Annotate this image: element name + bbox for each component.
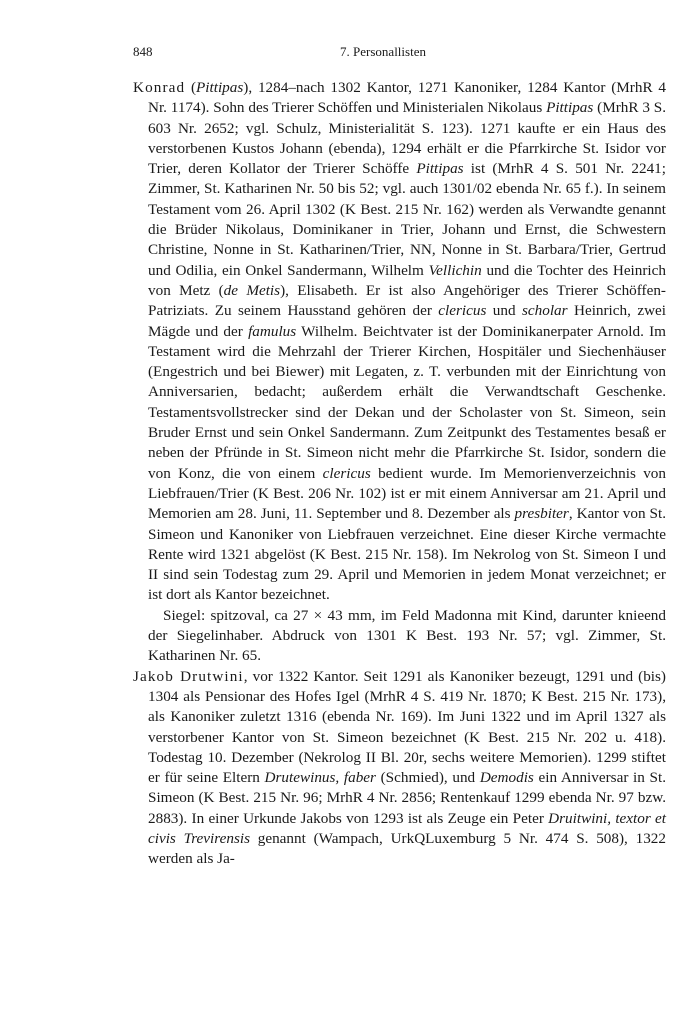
entry-text: Wilhelm. Beichtvater ist der Dominikanerpater Arnold. Im Testament wird die Mehrzahl der Trierer Kirchen, Hospitäler und Siechenhäuser (Engestrich und bei Biewer) mit Legaten, z. T. verbunden mit der Einrichtung von Anniversarien, bedacht; außerdem erhält die Verwandtschaft Geschenke. Testamentsvollstrecker sind der Dekan und der Scholaster von St. Simeon, sein Bruder Ernst und sein Onkel Sandermann. Zum Zeitpunkt des Testamentes besaß er neben der Pfründe in St. Simeon nicht mehr die Pfarrkirche St. Isidor, sondern die von Konz, die von einem — [148, 322, 666, 482]
latin-term: Pittipas — [416, 160, 464, 178]
entry-text: und — [486, 302, 522, 320]
entry-konrad — [133, 78, 666, 606]
entry-text: ein Anniversar in St. Simeon (K Best. 215 Nr. 96; MrhR 4 Nr. 2856; Rentenkauf 1299 ebenda Nr. 97 bzw. 2883). In einer Urkunde Jakobs von 1293 ist als Zeuge ein Peter — [148, 769, 666, 827]
latin-term: Pittipas — [196, 79, 244, 96]
entry-text: Heinrich, zwei Mägde und der — [148, 302, 667, 340]
latin-term: Vellichin — [428, 261, 482, 279]
entry-name: Konrad — [133, 79, 186, 96]
latin-term: de Metis — [223, 281, 281, 299]
latin-term: Drutewinus, faber — [264, 769, 376, 787]
latin-term: Pittipas — [546, 99, 594, 117]
page-number: 848 — [133, 44, 153, 59]
entry-text: , vor 1322 Kantor. Seit 1291 als Kanoniker bezeugt, 1291 und (bis) 1304 als Pensionar des Hofes Igel (MrhR 4 S. 419 Nr. 1870; K Best. 215 Nr. 173), als Kanoniker zuletzt 1316 (ebenda Nr. 169). Im Juni 1322 und im April 1327 als verstorbener Kantor von St. Simeon bezeichnet (K Best. 215 Nr. 202 u. 418). Todestag 10. Dezember (Nekrolog II Bl. 20r, sechs weitere Memorien). 1299 stiftet er für seine Eltern — [148, 667, 666, 787]
latin-term: famulus — [248, 322, 297, 340]
entry-jakob-drutwini — [133, 667, 666, 870]
latin-term: Demodis — [479, 769, 534, 787]
entry-text: ), 1284–nach 1302 Kantor, 1271 Kanoniker, 1284 Kantor (MrhR 4 Nr. 1174). Sohn des Trierer Schöffen und Ministerialen Nikolaus — [148, 79, 666, 117]
running-title: 7. Personallisten — [340, 44, 426, 59]
running-header — [133, 44, 633, 64]
entry-text: bedient wurde. Im Memorienverzeichnis von Liebfrauen/Trier (K Best. 206 Nr. 102) ist er mit einem Anniversar am 21. April und Memorien am 28. Juni, 11. September und 8. Dezember als — [148, 464, 666, 523]
entry-text: (Schmied), und — [375, 769, 480, 787]
latin-term: scholar — [522, 302, 568, 320]
entry-text: und die Tochter des Heinrich von Metz ( — [148, 261, 666, 299]
entry-text: ), Elisabeth. Er ist also Angehöriger des Trierer Schöffen-Patriziats. Zu seinem Hausstand gehören der — [148, 281, 666, 320]
entry-text: genannt (Wampach, UrkQLuxemburg 5 Nr. 474 S. 508), 1322 werden als Ja- — [148, 829, 666, 868]
entry-text: ( — [185, 79, 197, 96]
entry-name: Jakob Drutwini — [133, 667, 244, 685]
latin-term: clericus — [322, 464, 371, 482]
latin-term: presbiter — [514, 505, 569, 523]
main-text — [133, 78, 666, 870]
latin-term: Druitwini, textor et civis Trevirensis — [148, 809, 666, 847]
entry-text: ist (MrhR 4 S. 501 Nr. 2241; Zimmer, St. Katharinen Nr. 50 bis 52; vgl. auch 1301/02 ebenda Nr. 65 f.). In seinem Testament vom 26. April 1302 (K Best. 215 Nr. 162) werden als Verwandte genannt die Brüder Nikolaus, Dominikaner in Trier, Johann und Ernst, die Schwestern Christine, Nonne in St. Katharinen/Trier, NN, Nonne in St. Barbara/Trier, Gertrud und Odilia, ein Onkel Sandermann, Wilhelm — [148, 160, 666, 279]
entry-text: (MrhR 3 S. 603 Nr. 2652; vgl. Schulz, Ministerialität S. 123). 1271 kaufte er ein Haus des verstorbenen Kustos Johann (ebenda), 1294 erhält er die Pfarrkirche St. Isidor vor Trier, deren Kollator der Trierer Schöffe — [148, 99, 666, 178]
latin-term: clericus — [438, 302, 487, 320]
entry-text: , Kantor von St. Simeon und Kanoniker von Liebfrauen verzeichnet. Eine dieser Kirche vermachte Rente wird 1321 abgelöst (K Best. 215 Nr. 158). Im Nekrolog von St. Simeon I und II sind sein Todestag zum 29. April und Memorien in jedem Monat verzeichnet; er ist dort als Kantor bezeichnet. — [148, 505, 666, 604]
seal-description: Siegel: spitzoval, ca 27 × 43 mm, im Feld Madonna mit Kind, darunter knieend der Siegelinhaber. Abdruck von 1301 K Best. 193 Nr. 57; vgl. Zimmer, St. Katharinen Nr. 65. — [148, 606, 666, 665]
